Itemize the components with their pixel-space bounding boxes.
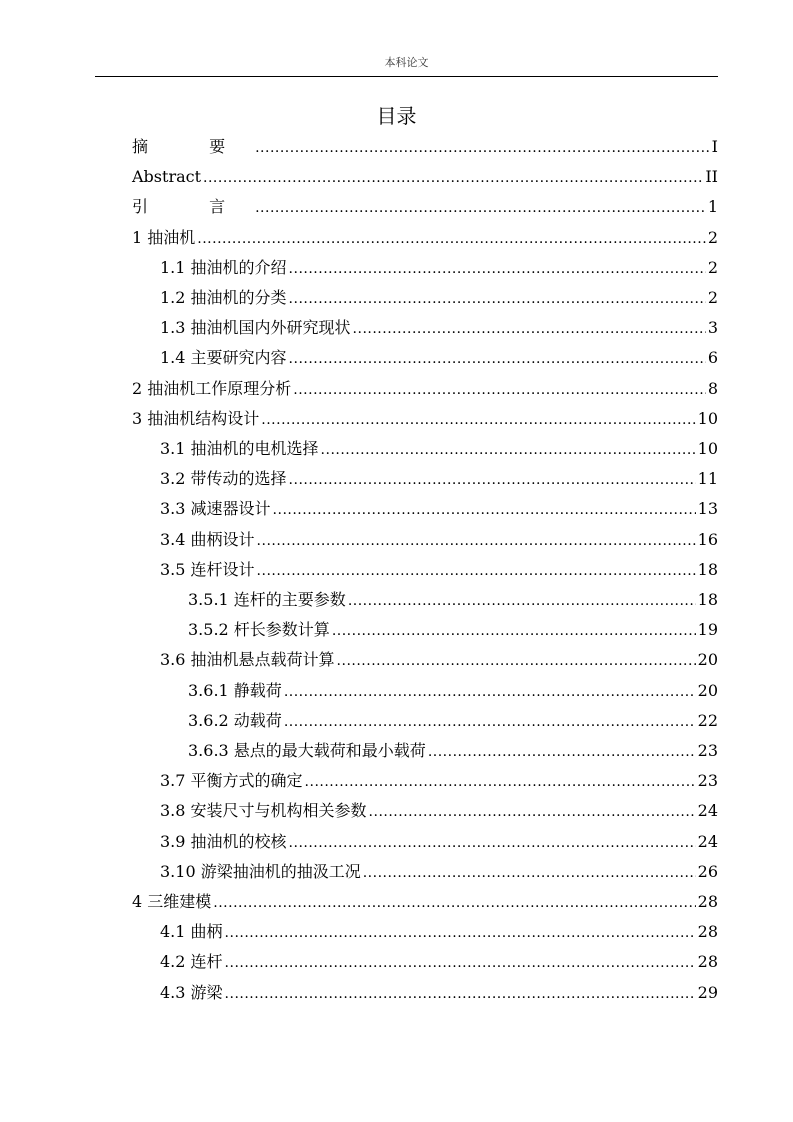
header-rule xyxy=(95,76,718,77)
toc-entry[interactable] xyxy=(160,981,718,1005)
toc-dot-leader xyxy=(289,257,706,281)
toc-entry-page: 23 xyxy=(697,741,718,760)
toc-entry-page: 1 xyxy=(707,197,718,217)
toc-dot-leader xyxy=(257,559,696,583)
toc-entry-label: 1.1 抽油机的介绍 xyxy=(160,257,287,277)
toc-entry-page: 2 xyxy=(707,257,718,277)
toc-entry[interactable] xyxy=(132,377,718,401)
toc-dot-leader xyxy=(213,891,695,915)
toc-dot-leader xyxy=(353,317,706,341)
toc-entry-label: 3.6.2 动载荷 xyxy=(188,710,282,730)
toc-entry-label: 引 言 xyxy=(132,197,254,217)
toc-entry-page: 20 xyxy=(697,650,718,670)
toc-dot-leader xyxy=(363,861,696,885)
toc-entry-label: 1 抽油机 xyxy=(132,227,196,247)
toc-entry-page: 18 xyxy=(697,559,718,579)
toc-dot-leader xyxy=(337,649,696,673)
toc-entry-label: 3.3 减速器设计 xyxy=(160,499,271,519)
toc-dot-leader xyxy=(332,619,696,643)
toc-entry-label: 摘 要 xyxy=(132,137,254,156)
toc-entry-label: 1.3 抽油机国内外研究现状 xyxy=(160,318,351,338)
toc-entry[interactable] xyxy=(132,135,718,159)
toc-entry-page: 19 xyxy=(697,620,718,640)
toc-entry-page: 28 xyxy=(697,922,718,942)
toc-entry-label: 3.4 曲柄设计 xyxy=(160,529,255,549)
toc-entry-page: 2 xyxy=(707,288,718,307)
toc-entry-page: 11 xyxy=(697,469,718,489)
toc-entry-page: 26 xyxy=(697,861,718,881)
toc-entry[interactable] xyxy=(132,226,718,250)
toc-entry[interactable] xyxy=(160,830,718,854)
toc-dot-leader xyxy=(257,529,696,553)
toc-entry-label: 1.4 主要研究内容 xyxy=(160,348,287,368)
toc-entry[interactable] xyxy=(160,286,718,310)
toc-dot-leader xyxy=(225,921,696,945)
toc-entry-page: 10 xyxy=(697,408,718,428)
toc-entry-page: 10 xyxy=(697,439,718,458)
toc-entry-label: 4.1 曲柄 xyxy=(160,922,223,942)
toc-entry-label: 3.5.2 杆长参数计算 xyxy=(188,620,330,640)
page-header: 本科论文 xyxy=(384,56,429,69)
toc-entry-page: 13 xyxy=(697,499,718,519)
toc-dot-leader xyxy=(289,468,696,492)
toc-entry-page: 2 xyxy=(707,227,718,247)
toc-dot-leader xyxy=(273,498,696,522)
toc-entry[interactable] xyxy=(160,558,718,582)
toc-entry[interactable] xyxy=(160,316,718,340)
toc-entry[interactable] xyxy=(160,648,718,672)
toc-dot-leader xyxy=(284,680,696,704)
toc-entry[interactable] xyxy=(188,709,718,733)
toc-entry-page: 29 xyxy=(697,982,718,1002)
toc-entry[interactable] xyxy=(160,256,718,280)
toc-dot-leader xyxy=(197,227,706,251)
toc-entry-label: 2 抽油机工作原理分析 xyxy=(132,378,292,398)
toc-entry-label: 1.2 抽油机的分类 xyxy=(160,288,287,307)
toc-dot-leader xyxy=(289,347,706,371)
toc-entry[interactable] xyxy=(188,739,718,763)
toc-entry-page: 6 xyxy=(707,348,718,368)
toc-entry-page: 20 xyxy=(697,680,718,700)
toc-entry-page: 28 xyxy=(697,952,718,972)
toc-entry-label: 3.6 抽油机悬点载荷计算 xyxy=(160,650,335,670)
toc-entry-page: 18 xyxy=(697,590,718,609)
toc-entry-label: 3.2 带传动的选择 xyxy=(160,469,287,489)
toc-dot-leader xyxy=(289,831,696,855)
toc-entry[interactable] xyxy=(160,467,718,491)
toc-entry[interactable] xyxy=(160,497,718,521)
toc-dot-leader xyxy=(225,982,696,1006)
toc-dot-leader xyxy=(261,408,695,432)
toc-dot-leader xyxy=(348,589,696,613)
toc-entry-label: 3.7 平衡方式的确定 xyxy=(160,771,303,791)
toc-dot-leader xyxy=(321,438,696,462)
toc-entry-label: 3.1 抽油机的电机选择 xyxy=(160,439,319,458)
toc-entry[interactable] xyxy=(132,195,718,219)
toc-entry[interactable] xyxy=(132,165,718,189)
toc-entry-page: 3 xyxy=(707,318,718,338)
toc-entry-page: I xyxy=(711,137,718,156)
toc-entry[interactable] xyxy=(160,769,718,793)
toc-entry[interactable] xyxy=(188,618,718,642)
toc-entry-label: 4.2 连杆 xyxy=(160,952,223,972)
page-title: 目录 xyxy=(376,104,417,128)
toc-entry[interactable] xyxy=(160,860,718,884)
toc-dot-leader xyxy=(289,287,706,311)
toc-entry-page: 8 xyxy=(707,378,718,398)
toc-entry[interactable] xyxy=(160,920,718,944)
toc-entry-label: 3 抽油机结构设计 xyxy=(132,408,260,428)
toc-entry[interactable] xyxy=(160,528,718,552)
toc-entry-page: II xyxy=(705,167,718,187)
toc-entry-page: 24 xyxy=(697,831,718,851)
toc-entry-page: 28 xyxy=(697,892,718,911)
toc-entry-label: 3.6.1 静载荷 xyxy=(188,680,282,700)
toc-entry-page: 16 xyxy=(697,529,718,549)
toc-dot-leader xyxy=(428,740,696,764)
toc-entry[interactable] xyxy=(160,799,718,823)
toc-dot-leader xyxy=(284,710,696,734)
toc-entry[interactable] xyxy=(160,346,718,370)
toc-dot-leader xyxy=(293,378,706,402)
toc-entry-page: 24 xyxy=(697,801,718,821)
toc-entry-label: Abstract xyxy=(132,167,202,187)
toc-entry-label: 4 三维建模 xyxy=(132,892,212,911)
toc-entry[interactable] xyxy=(160,437,718,461)
toc-entry-label: 3.5.1 连杆的主要参数 xyxy=(188,590,346,609)
toc-dot-leader xyxy=(305,770,696,794)
toc-entry-label: 3.10 游梁抽油机的抽汲工况 xyxy=(160,861,361,881)
toc-entry[interactable] xyxy=(160,950,718,974)
toc-entry[interactable] xyxy=(188,588,718,612)
toc-dot-leader xyxy=(255,136,710,160)
toc-dot-leader xyxy=(255,196,706,220)
toc-entry[interactable] xyxy=(188,679,718,703)
toc-entry-page: 22 xyxy=(697,710,718,730)
toc-dot-leader xyxy=(203,166,703,190)
toc-entry-label: 3.5 连杆设计 xyxy=(160,559,255,579)
toc-entry-label: 3.6.3 悬点的最大载荷和最小载荷 xyxy=(188,741,426,760)
toc-dot-leader xyxy=(369,800,696,824)
toc-entry[interactable] xyxy=(132,407,718,431)
toc-entry-label: 4.3 游梁 xyxy=(160,982,223,1002)
toc-entry-label: 3.9 抽油机的校核 xyxy=(160,831,287,851)
toc-entry-page: 23 xyxy=(697,771,718,791)
toc-entry-label: 3.8 安装尺寸与机构相关参数 xyxy=(160,801,367,821)
toc-entry[interactable] xyxy=(132,890,718,914)
toc-dot-leader xyxy=(225,951,696,975)
